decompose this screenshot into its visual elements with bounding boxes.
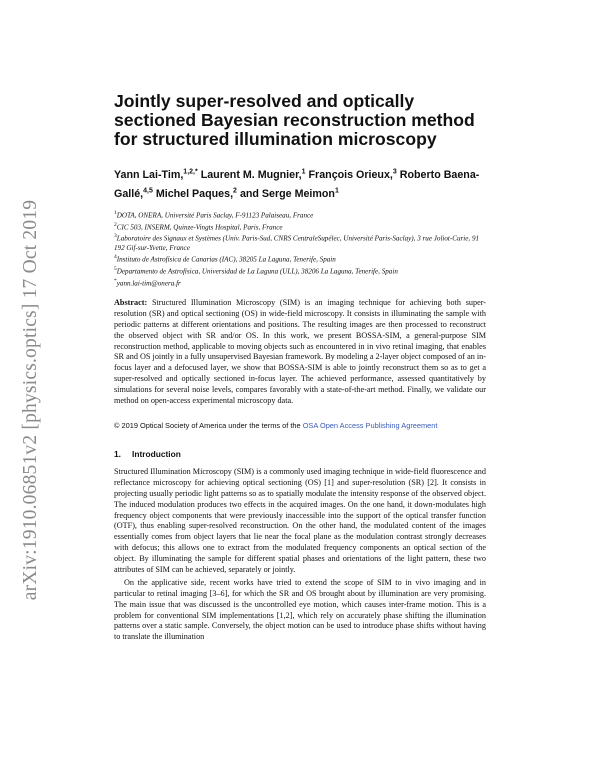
paper-title: Jointly super-resolved and optically sectioned Bayesian reconstruction method for structured illumination microscopy (114, 91, 475, 149)
arxiv-identifier: arXiv:1910.06851v2 [physics.optics] 17 Oct 2019 (20, 199, 41, 601)
author: Michel Paques,$^2$ (155, 187, 237, 200)
affiliation-email[interactable]: *yann.lai-tim@onera.fr (114, 277, 181, 288)
author: François Orieux,$^3$ (308, 168, 397, 181)
abstract-label: Abstract: (114, 298, 148, 308)
section-heading (114, 449, 486, 459)
license-link[interactable]: OSA Open Access Publishing Agreement (302, 421, 438, 431)
affiliation: $^3$Laboratoire des Signaux et Systèmes (Univ. Paris-Sud, CNRS CentraleSupélec, Université Paris-Saclay), 3 rue Joliot-Curie, 91 192 Gif-sur-Yvette, France (114, 233, 480, 253)
abstract (114, 298, 486, 406)
author: and Serge Meimon$^1$ (239, 187, 339, 200)
affiliation: $^1$DOTA, ONERA, Université Paris Saclay, F-91123 Palaiseau, France (114, 210, 314, 220)
author-list (114, 164, 486, 202)
arxiv-sidebar (16, 200, 46, 600)
body-paragraph: Structured Illumination Microscopy (SIM) is a commonly used imaging technique in wide-field fluorescence and reflectance microscopy for achieving optical sectioning (OS) [1] and super-resolution (SR) [2]. It consists in projecting usually periodic light patterns so as to spatially modulate the intensity response of the observed object. The induced modulation produces two effects in the acquired images. On the one hand, it down-modulates high frequency object components that were previously inaccessible into the support of the optical transfer function (OTF), thus enabling super-resolved reconstruction. On the other hand, the modulated content of the images essentially comes from object layers that lie near the focal plane as the modulation contrast strongly decreases with defocus; this allows one to extract from the modulated frequency components an optical section of the object. By illuminating the sample for different spatial phases and orientations of the light pattern, these two attributes of SIM can be achieved, separately or jointly. (114, 467, 486, 574)
affiliation-list (114, 209, 486, 288)
copyright-text: © 2019 Optical Society of America under the terms of the (114, 421, 301, 431)
section-number: 1. (114, 449, 121, 460)
affiliation: $^4$Instituto de Astrofísica de Canarias (IAC), 38205 La Laguna, Tenerife, Spain (114, 254, 336, 264)
body-paragraph: On the applicative side, recent works have tried to extend the scope of SIM to in vivo imaging and in particular to retinal imaging [3–6], for which the SR and OS brought about by illumination are very promising. The main issue that was discussed is the uncontrolled eye motion, which causes inter-frame motion. This is a problem for conventional SIM implementations [1,2], which rely on accurately phase shifting the illumination patterns over a static sample. Conversely, the object motion can be used to introduce phase shifts without having to translate the illumination (114, 578, 486, 642)
paper-page (114, 92, 486, 643)
author: Laurent M. Mugnier,$^1$ (200, 168, 306, 181)
affiliation: $^2$CIC 503, INSERM, Quinze-Vingts Hospital, Paris, France (114, 221, 283, 232)
affiliation: $^5$Departamento de Astrofísica, Universidad de La Laguna (ULL), 38206 La Laguna, Tenerife, Spain (114, 266, 398, 276)
copyright-notice (114, 421, 486, 431)
author: Yann Lai-Tim,$^{1,2,*}$ (114, 168, 198, 181)
section-title: Introduction (132, 449, 181, 460)
author: Roberto Baena-Gallé,$^{4,5}$ (114, 168, 480, 200)
abstract-text: Structured Illumination Microscopy (SIM) is an imaging technique for achieving both super-resolution (SR) and optical sectioning (OS) in wide-field microscopy. It consists in illuminating the sample with periodic patterns at different orientations and positions. The resulting images are then processed to reconstruct the observed object with SR and/or OS. In this work, we present BOSSA-SIM, a general-purpose SIM reconstruction method, applicable to moving objects such as encountered in in vivo retinal imaging, that enables SR and OS jointly in a fully unsupervised Bayesian framework. By modeling a 2-layer object composed of an in-focus layer and a defocused layer, we show that BOSSA-SIM is able to jointly reconstruct them so as to get a super-resolved and optically sectioned in-focus layer. The achieved performance, assessed quantitatively by simulations for several noise levels, compares favorably with a state-of-the-art method. Finally, we validate our method on open-access experimental microscopy data. (114, 298, 487, 405)
